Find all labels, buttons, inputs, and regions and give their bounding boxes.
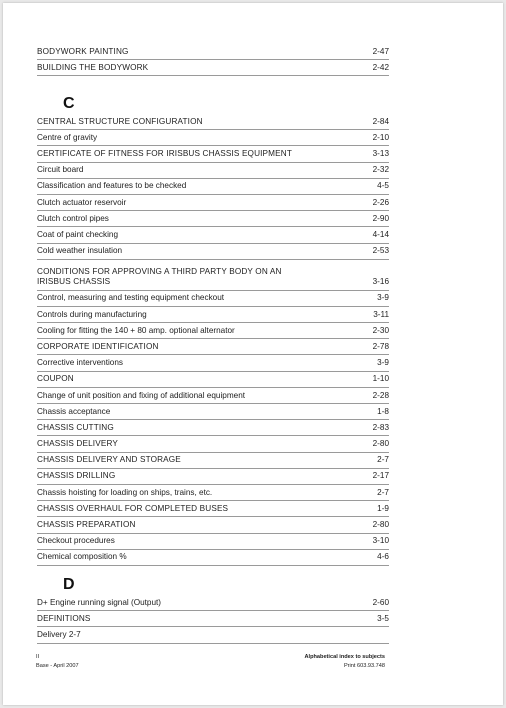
- index-entry: [37, 60, 389, 76]
- index-entry-label: Corrective interventions: [37, 358, 124, 368]
- index-entry-label: Circuit board: [37, 165, 84, 175]
- index-entry-label: Chassis hoisting for loading on ships, trains, etc.: [37, 487, 213, 497]
- index-entry-page: 3-11: [373, 309, 389, 319]
- index-entry-label: Checkout procedures: [37, 536, 115, 546]
- index-entry-page: 2-32: [372, 165, 389, 175]
- index-entry-page: 2-80: [372, 439, 389, 449]
- index-entry-page: 2-10: [372, 132, 389, 142]
- index-entry: [37, 404, 389, 420]
- index-entry: [37, 339, 389, 355]
- index-list-c: [37, 114, 389, 566]
- index-entry-page: 2-7: [377, 455, 389, 465]
- index-entry: [37, 114, 389, 130]
- index-entry: [37, 388, 389, 404]
- index-entry-page: 4-14: [372, 230, 389, 239]
- index-entry-label: Clutch control pipes: [37, 213, 109, 223]
- index-entry: [37, 179, 389, 195]
- index-list-b: [37, 44, 389, 76]
- index-entry-label: BODYWORK PAINTING: [37, 46, 129, 56]
- index-entry-page: 2-17: [372, 471, 389, 481]
- index-entry-label: CHASSIS DELIVERY AND STORAGE: [37, 455, 181, 465]
- index-entry-page: 2-90: [372, 213, 389, 223]
- index-entry-page: 4-5: [377, 181, 389, 191]
- index-entry: [37, 146, 389, 162]
- index-entry-page: 3-5: [377, 613, 389, 623]
- index-entry: [37, 420, 389, 436]
- index-entry-label: Cooling for fitting the 140 + 80 amp. optional alternator: [37, 325, 235, 335]
- index-entry: [37, 291, 389, 307]
- footer-left: [36, 653, 79, 671]
- index-entry-label-line2: IRISBUS CHASSIS: [37, 277, 111, 287]
- index-entry: [37, 163, 389, 179]
- index-entry-label: Control, measuring and testing equipment checkout: [37, 293, 225, 303]
- index-entry-page: 2-60: [372, 597, 389, 607]
- index-entry-page: 3-9: [377, 358, 389, 368]
- index-entry-label: CERTIFICATE OF FITNESS FOR IRISBUS CHASSIS EQUIPMENT: [37, 149, 292, 159]
- index-entry: [37, 627, 389, 643]
- index-entry: [37, 372, 389, 388]
- index-entry-label: DEFINITIONS: [37, 613, 91, 623]
- index-entry: [37, 485, 389, 501]
- index-entry-label: COUPON: [37, 374, 74, 384]
- index-entry-label: BUILDING THE BODYWORK: [37, 62, 149, 72]
- index-entry-label: CHASSIS PREPARATION: [37, 520, 136, 529]
- index-entry-label: CORPORATE IDENTIFICATION: [37, 341, 159, 351]
- index-entry-label: Controls during manufacturing: [37, 309, 147, 319]
- index-entry-label: Change of unit position and fixing of additional equipment: [37, 390, 246, 400]
- index-entry: [37, 227, 389, 243]
- section-letter-c: C: [63, 95, 75, 112]
- index-entry-page: 2-84: [372, 116, 389, 126]
- index-entry-page: 2-78: [372, 341, 389, 351]
- index-entry-label: Chassis acceptance: [37, 406, 111, 416]
- index-entry-page: 1-8: [377, 406, 389, 416]
- footer-right: [304, 653, 385, 671]
- index-entry-label: [37, 267, 349, 287]
- index-entry-page: 2-7: [377, 487, 389, 497]
- index-entry: [37, 211, 389, 227]
- index-entry: [37, 453, 389, 469]
- index-entry: [37, 534, 389, 550]
- index-entry-page: 1-9: [377, 503, 389, 513]
- index-entry: [37, 260, 389, 291]
- index-entry-page: 3-13: [372, 149, 389, 159]
- index-entry: [37, 501, 389, 517]
- footer-print: Print 603.93.748: [343, 663, 385, 669]
- index-entry-label: Delivery 2-7: [37, 630, 81, 640]
- index-entry-page: 2-83: [372, 422, 389, 432]
- index-entry-page: 2-80: [372, 520, 389, 529]
- footer-page-number: II: [36, 654, 40, 660]
- index-entry-label: CHASSIS DRILLING: [37, 471, 116, 481]
- index-entry-label: Chemical composition %: [37, 552, 127, 562]
- index-entry: [37, 130, 389, 146]
- index-entry: [37, 244, 389, 260]
- index-entry: [37, 550, 389, 566]
- index-entry-label: Cold weather insulation: [37, 246, 123, 256]
- index-entry-label: Centre of gravity: [37, 132, 98, 142]
- index-entry-page: 3-10: [372, 536, 389, 546]
- index-entry: [37, 436, 389, 452]
- index-entry: [37, 307, 389, 323]
- index-entry-label: CENTRAL STRUCTURE CONFIGURATION: [37, 116, 203, 126]
- index-entry: [37, 469, 389, 485]
- index-entry-page: 2-53: [372, 246, 389, 256]
- index-entry-page: 2-26: [372, 197, 389, 207]
- index-entry-page: 2-42: [372, 62, 389, 72]
- index-entry-page: 1-10: [372, 374, 389, 384]
- index-entry-label: Classification and features to be checked: [37, 181, 187, 191]
- index-entry: [37, 611, 389, 627]
- index-entry-page: 2-30: [372, 325, 389, 335]
- index-entry-page: 2-47: [372, 46, 389, 56]
- index-entry-label: CHASSIS DELIVERY: [37, 439, 118, 449]
- index-entry: [37, 355, 389, 371]
- index-entry-page: 3-9: [377, 293, 389, 303]
- footer-title: Alphabetical index to subjects: [304, 654, 385, 660]
- index-entry-page: 2-28: [372, 390, 389, 400]
- index-entry-label: CHASSIS OVERHAUL FOR COMPLETED BUSES: [37, 503, 229, 513]
- index-entry-page: 3-16: [372, 277, 389, 287]
- index-entry-page: 4-6: [377, 552, 389, 562]
- index-entry-label: Clutch actuator reservoir: [37, 197, 127, 207]
- index-entry-label: CHASSIS CUTTING: [37, 422, 114, 432]
- footer-edition: Base - April 2007: [36, 663, 79, 669]
- index-entry-label: D+ Engine running signal (Output): [37, 597, 162, 607]
- index-entry: [37, 195, 389, 211]
- index-entry: [37, 323, 389, 339]
- index-list-d: [37, 595, 389, 644]
- index-entry-label: Coat of paint checking: [37, 230, 119, 239]
- index-entry: [37, 517, 389, 533]
- index-entry: [37, 44, 389, 60]
- section-letter-d: D: [63, 576, 75, 593]
- index-entry-label-line1: CONDITIONS FOR APPROVING A THIRD PARTY BODY ON AN: [37, 267, 282, 277]
- document-page: [3, 3, 503, 705]
- index-entry: [37, 595, 389, 611]
